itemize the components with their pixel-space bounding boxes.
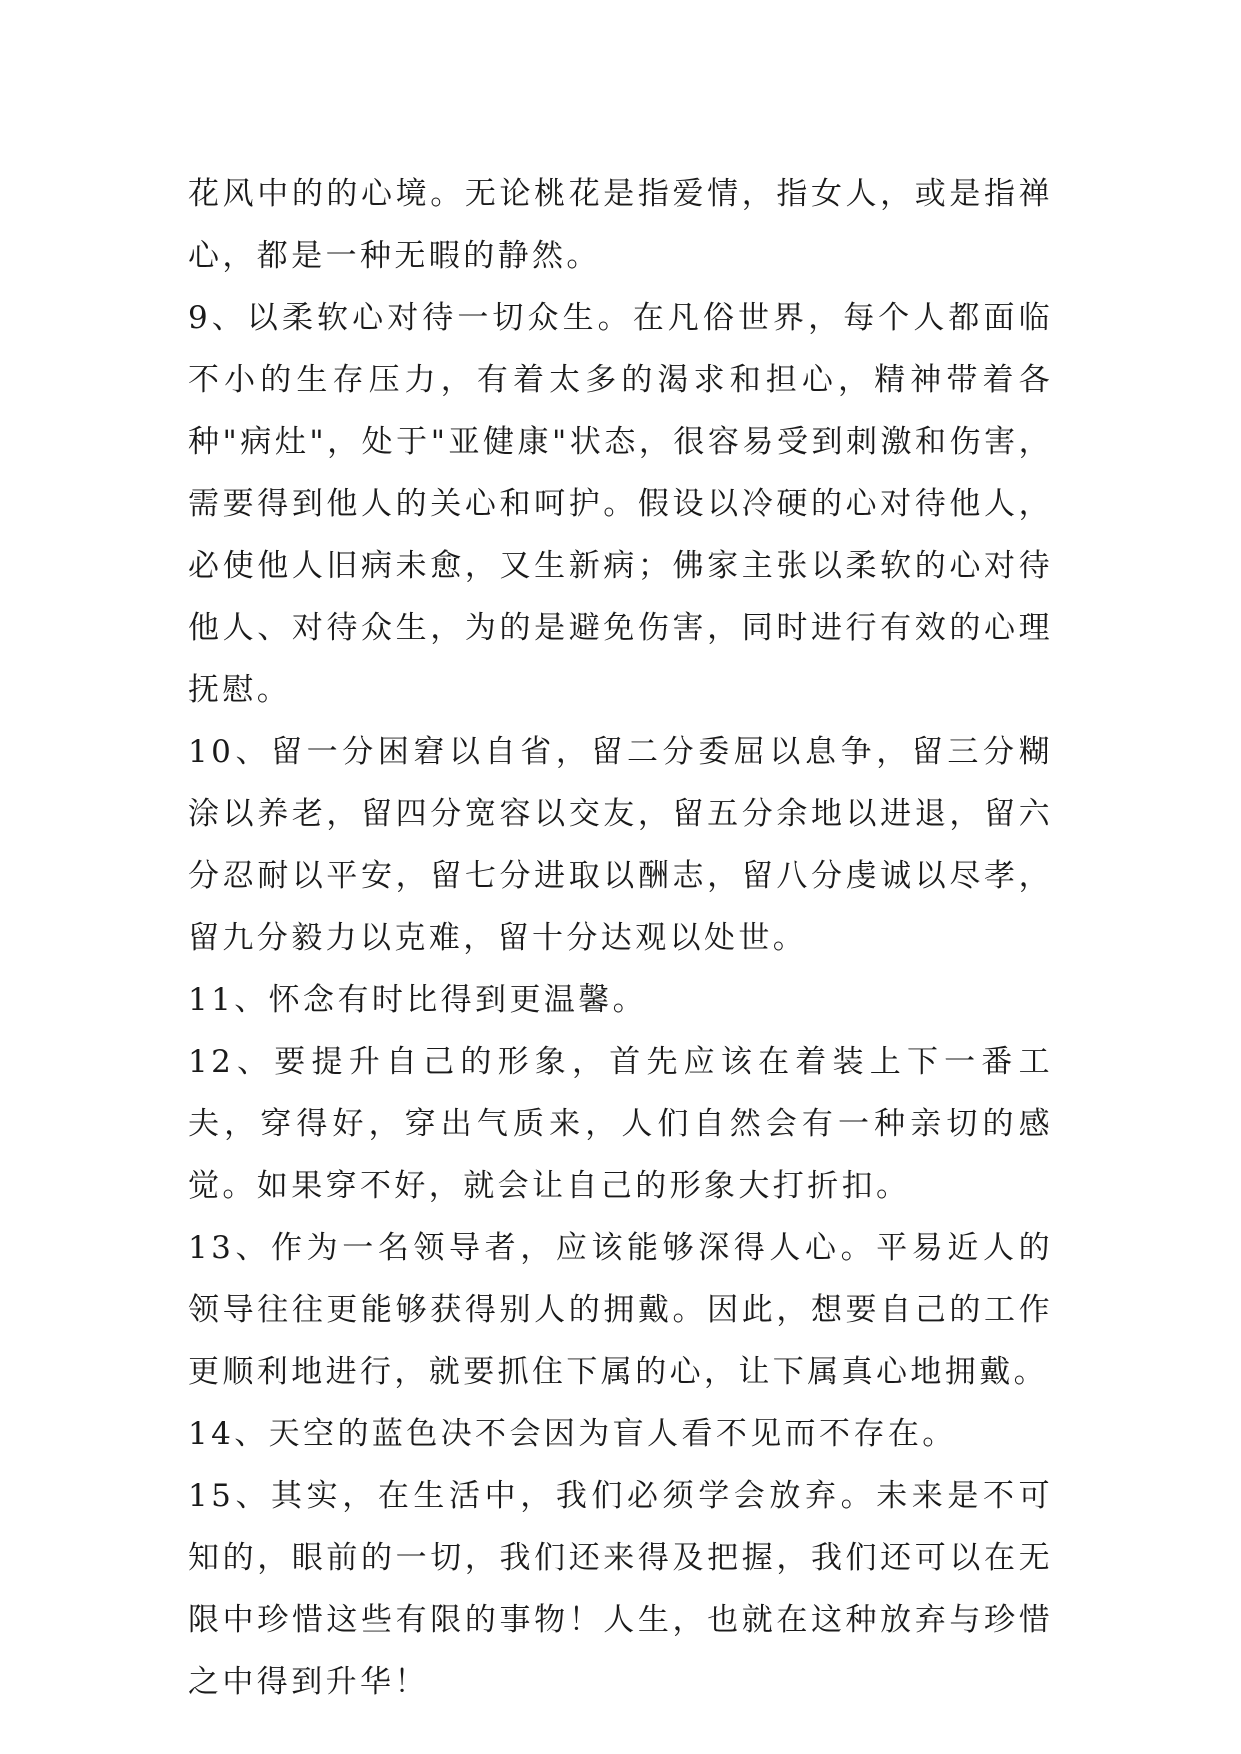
paragraph-item-10: 10、留一分困窘以自省，留二分委屈以息争，留三分糊涂以养老，留四分宽容以交友，留五分余地以进退，留六分忍耐以平安，留七分进取以酬志，留八分虔诚以尽孝，留九分毅力以克难，留十分达观以处世。	[188, 734, 1053, 956]
paragraph-item-9: 9、以柔软心对待一切众生。在凡俗世界，每个人都面临不小的生存压力，有着太多的渴求和担心，精神带着各种"病灶"，处于"亚健康"状态，很容易受到刺激和伤害，需要得到他人的关心和呵护。假设以冷硬的心对待他人，必使他人旧病未愈，又生新病；佛家主张以柔软的心对待他人、对待众生，为的是避免伤害，同时进行有效的心理抚慰。	[188, 300, 1053, 708]
paragraph-item-15: 15、其实，在生活中，我们必须学会放弃。未来是不可知的，眼前的一切，我们还来得及把握，我们还可以在无限中珍惜这些有限的事物！人生，也就在这种放弃与珍惜之中得到升华！	[188, 1478, 1053, 1700]
document-body	[188, 163, 1053, 1713]
paragraph-item-13: 13、作为一名领导者，应该能够深得人心。平易近人的领导往往更能够获得别人的拥戴。因此，想要自己的工作更顺利地进行，就要抓住下属的心，让下属真心地拥戴。	[188, 1230, 1053, 1390]
paragraph-continuation: 花风中的的心境。无论桃花是指爱情，指女人，或是指禅心，都是一种无暇的静然。	[188, 176, 1053, 274]
paragraph-item-12: 12、要提升自己的形象，首先应该在着装上下一番工夫，穿得好，穿出气质来，人们自然会有一种亲切的感觉。如果穿不好，就会让自己的形象大打折扣。	[188, 1044, 1053, 1204]
paragraph-item-11: 11、怀念有时比得到更温馨。	[188, 982, 648, 1018]
paragraph-item-14: 14、天空的蓝色决不会因为盲人看不见而不存在。	[188, 1416, 957, 1452]
